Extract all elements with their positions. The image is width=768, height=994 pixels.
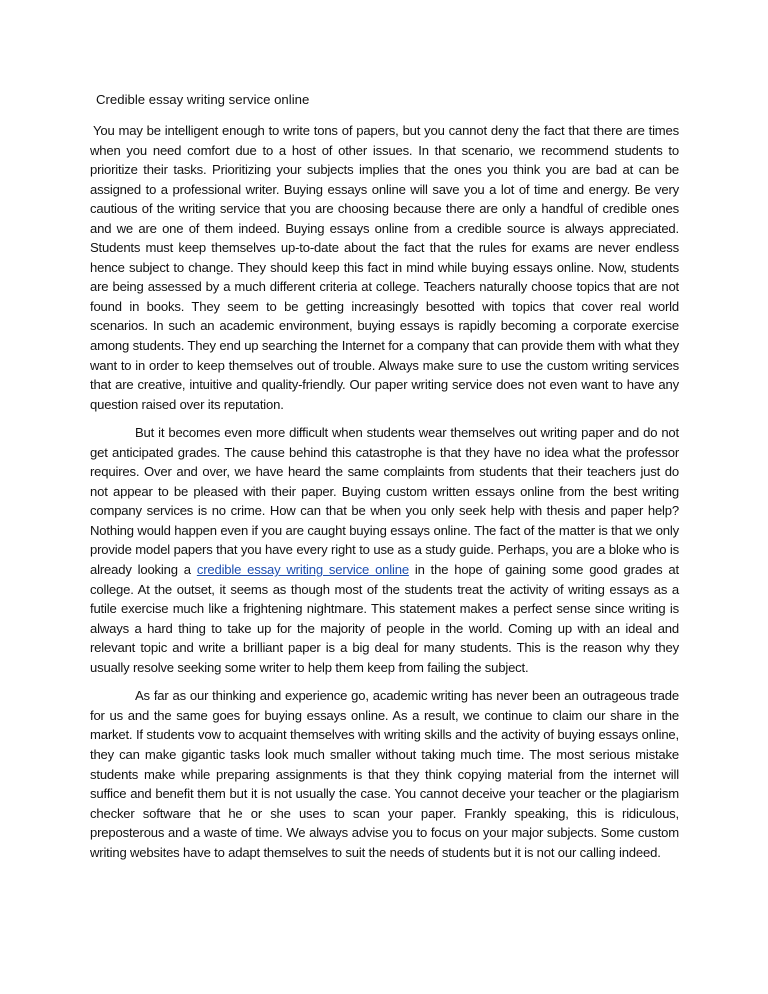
credible-essay-link[interactable]: credible essay writing service online: [196, 562, 409, 578]
paragraph-2: [90, 423, 679, 677]
paragraph-3: As far as our thinking and experience go, academic writing has never been an outrageous trade for us and the same goes for buying essays online. As a result, we continue to claim our share in the market. If students vow to acquaint themselves with writing skills and the activity of buying essays online, they can make gigantic tasks look much smaller without taking much time. The most serious mistake students make while preparing assignments is that they think copying material from the internet will suffice and benefit them but it is not usually the case. You cannot deceive your teacher or the plagiarism checker software that he or she uses to scan your paper. Frankly speaking, this is ridiculous, preposterous and a waste of time. We always advise you to focus on your major subjects. Some custom writing websites have to adapt themselves to suit the needs of students but it is not our calling indeed.: [90, 688, 679, 860]
paragraph-2-text-after: in the hope of gaining some good grades at college. At the outset, it seems as though most of the students treat the activity of writing essays as a futile exercise much like a frightening nightmare. This statement makes a perfect sense since writing is always a hard thing to take up for the majority of people in the world. Coming up with an ideal and relevant topic and write a brilliant paper is a big deal for many students. This is the reason why they usually resolve seeking some writer to help them keep from failing the subject.: [90, 562, 679, 675]
paragraph-1: You may be intelligent enough to write tons of papers, but you cannot deny the fact that there are times when you need comfort due to a host of other issues. In that scenario, we recommend students to prioritize their tasks. Prioritizing your subjects implies that the ones you think you are bad at can be assigned to a professional writer. Buying essays online will save you a lot of time and energy. Be very cautious of the writing service that you are choosing because there are only a handful of credible ones and we are one of them indeed. Buying essays online from a credible source is always appreciated. Students must keep themselves up-to-date about the fact that the rules for exams are never endless hence subject to change. They should keep this fact in mind while buying essays online. Now, students are being assessed by a much different criteria at college. Teachers naturally choose topics that are not found in books. They seem to be getting increasingly besotted with topics that cover real world scenarios. In such an academic environment, buying essays is rapidly becoming a corporate exercise among students. They end up searching the Internet for a company that can provide them with what they want to in order to keep themselves out of trouble. Always make sure to use the custom writing services that are creative, intuitive and quality-friendly. Our paper writing service does not even want to have any question raised over its reputation.: [90, 123, 679, 412]
paragraph-2-text-before: But it becomes even more difficult when students wear themselves out writing paper and do not get anticipated grades. The cause behind this catastrophe is that they have no idea what the professor requires. Over and over, we have heard the same complaints from students that their teachers just do not appear to be pleased with their paper. Buying custom written essays online from the best writing company services is no crime. How can that be when you only seek help with thesis and paper help? Nothing would happen even if you are caught buying essays online. The fact of the matter is that we only provide model papers that you have every right to use as a study guide. Perhaps, you are a bloke who is already looking a: [90, 425, 679, 578]
document-body: [90, 121, 679, 871]
document-title: Credible essay writing service online: [96, 92, 310, 107]
